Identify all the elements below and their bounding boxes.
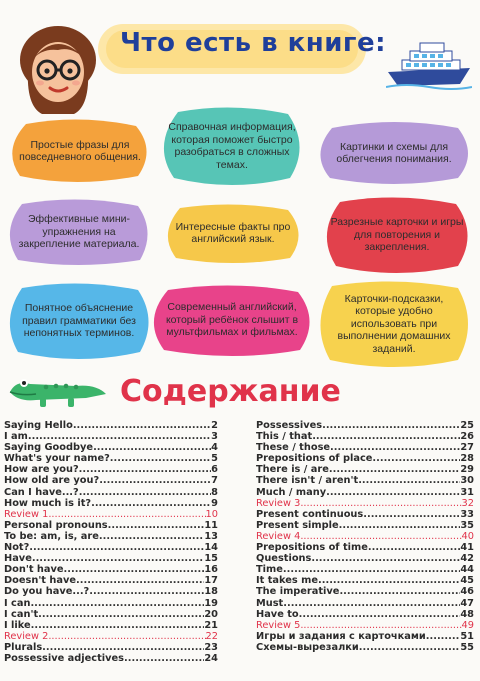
toc-entry: [256, 564, 474, 575]
toc-leader-dots: [29, 542, 204, 553]
toc-entry-label: It takes me...: [256, 575, 330, 587]
toc-entry: [256, 520, 474, 531]
toc-entry-page: 9: [211, 497, 218, 509]
toc-entry-page: 27: [460, 442, 474, 454]
toc-entry: [4, 575, 218, 586]
toc-leader-dots: [426, 631, 461, 642]
toc-entry-label: Have to: [256, 608, 299, 620]
toc-leader-dots: [283, 564, 460, 575]
toc-entry-page: 23: [204, 641, 218, 653]
toc-left-column: [4, 420, 218, 664]
toc-entry-label: Much / many: [256, 486, 327, 498]
toc-entry: [4, 431, 218, 442]
toc-entry-label: Review 4: [256, 530, 301, 542]
toc-leader-dots: [73, 420, 211, 431]
toc-leader-dots: [300, 620, 461, 631]
toc-entry: [256, 631, 474, 642]
toc-leader-dots: [300, 498, 461, 509]
toc-review-entry: [256, 498, 474, 509]
toc-entry: [4, 653, 218, 664]
toc-entry: [4, 586, 218, 597]
toc-entry-page: 33: [460, 508, 474, 520]
toc-entry: [4, 498, 218, 509]
toc-entry: [256, 442, 474, 453]
toc-entry-label: Questions: [256, 553, 312, 565]
toc-entry-label: Saying Hello: [4, 420, 73, 431]
toc-entry-label: Prepositions of time: [256, 542, 368, 554]
toc-entry-page: 44: [460, 564, 474, 576]
toc-entry-label: Игры и задания с карточками: [256, 630, 426, 642]
toc-entry-label: Saying Goodbye: [4, 442, 94, 454]
toc-entry-label: Personal pronouns: [4, 519, 108, 531]
toc-entry: [4, 620, 218, 631]
toc-entry-label: Not?: [4, 542, 30, 554]
toc-entry-page: 35: [460, 519, 474, 531]
feature-facts: Интересные факты про английский язык.: [160, 202, 306, 264]
feature-grammar: Понятное объяснение правил грамматики без непонятных терминов.: [4, 280, 154, 362]
toc-leader-dots: [39, 431, 211, 442]
toc-right-column: [256, 420, 474, 653]
toc-leader-dots: [339, 520, 461, 531]
toc-entry-label: I am...: [4, 431, 40, 443]
toc-entry-page: 45: [460, 575, 474, 587]
toc-entry-label: How old are you?: [4, 475, 100, 487]
toc-entry: [4, 420, 218, 431]
toc-entry-page: 30: [460, 475, 474, 487]
toc-entry-page: 11: [204, 519, 218, 531]
toc-entry: [4, 609, 218, 620]
toc-leader-dots: [99, 531, 204, 542]
toc-entry: [4, 598, 218, 609]
toc-entry-page: 8: [211, 486, 218, 498]
toc-entry: [4, 453, 218, 464]
toc-entry: [256, 509, 474, 520]
page-title: Что есть в книге:: [120, 28, 387, 58]
feature-hints: Карточки-подсказки, которые удобно использовать при выполнении домашних заданий.: [312, 278, 476, 370]
toc-entry-page: 21: [204, 619, 218, 631]
feature-exercises: Эффективные мини-упражнения на закрепление материала.: [4, 196, 154, 268]
toc-entry-page: 10: [205, 508, 218, 520]
toc-leader-dots: [38, 609, 204, 620]
toc-entry-page: 26: [460, 431, 474, 443]
toc-leader-dots: [372, 453, 460, 464]
toc-entry-label: Time: [256, 564, 283, 576]
toc-entry-label: Present continuous: [256, 508, 364, 520]
toc-entry-label: I can't: [4, 608, 39, 620]
toc-entry-label: I like: [4, 619, 31, 631]
toc-entry-label: Have: [4, 553, 32, 565]
toc-entry-page: 31: [460, 486, 474, 498]
toc-entry: [256, 598, 474, 609]
toc-leader-dots: [326, 487, 460, 498]
toc-entry: [256, 420, 474, 431]
toc-entry-label: Plurals: [4, 641, 43, 653]
toc-entry: [256, 475, 474, 486]
toc-entry-page: 6: [211, 464, 218, 476]
toc-entry-page: 40: [461, 530, 474, 542]
toc-entry-page: 5: [211, 453, 218, 465]
toc-review-entry: [256, 531, 474, 542]
feature-phrases: Простые фразы для повседневного общения.: [6, 118, 154, 184]
toc-entry-label: The imperative: [256, 586, 340, 598]
toc-entry-page: 29: [460, 464, 474, 476]
toc-entry-page: 20: [204, 608, 218, 620]
toc-entry-page: 49: [461, 619, 474, 631]
toc-leader-dots: [368, 542, 460, 553]
toc-entry: [4, 553, 218, 564]
toc-leader-dots: [99, 475, 211, 486]
toc-entry-label: Review 2: [4, 630, 49, 642]
toc-entry: [256, 453, 474, 464]
toc-leader-dots: [30, 598, 204, 609]
toc-entry-label: Review 5: [256, 619, 301, 631]
toc-leader-dots: [358, 475, 460, 486]
toc-leader-dots: [31, 620, 205, 631]
toc-entry-label: How much is it?: [4, 497, 92, 509]
feature-pictures: Картинки и схемы для облегчения понимания.: [312, 120, 476, 186]
toc-entry-page: 42: [460, 553, 474, 565]
toc-entry-page: 25: [460, 420, 474, 431]
toc-entry: [4, 464, 218, 475]
toc-leader-dots: [48, 631, 205, 642]
toc-leader-dots: [283, 598, 460, 609]
toc-entry-page: 18: [204, 586, 218, 598]
toc-entry-label: How are you?: [4, 464, 79, 476]
feature-reference: Справочная информация, которая поможет быстро разобраться в сложных темах.: [156, 104, 308, 188]
toc-leader-dots: [363, 509, 460, 520]
toc-entry-label: These / those: [256, 442, 331, 454]
toc-leader-dots: [110, 453, 211, 464]
toc-entry-page: 46: [460, 586, 474, 598]
toc-entry: [256, 586, 474, 597]
toc-entry-page: 7: [211, 475, 218, 487]
toc-leader-dots: [76, 575, 204, 586]
toc-entry-label: I can: [4, 597, 31, 609]
toc-entry: [256, 464, 474, 475]
toc-entry-label: To be: am, is, are: [4, 530, 99, 542]
toc-entry-label: Doesn't have: [4, 575, 77, 587]
toc-entry-label: Review 3: [256, 497, 301, 509]
toc-review-entry: [4, 631, 218, 642]
toc-leader-dots: [79, 487, 211, 498]
toc-entry-label: Possessives: [256, 420, 323, 431]
toc-entry-label: What's your name?: [4, 453, 110, 465]
toc-entry-page: 47: [460, 597, 474, 609]
cruise-ship-icon: [386, 38, 472, 90]
toc-entry: [256, 575, 474, 586]
toc-entry-page: 13: [204, 530, 218, 542]
toc-entry-page: 15: [204, 553, 218, 565]
feature-modern: Современный английский, который ребёнок слышит в мультфильмах и фильмах.: [146, 282, 318, 358]
toc-leader-dots: [93, 442, 211, 453]
toc-entry-page: 55: [460, 641, 474, 653]
toc-entry-page: 2: [211, 420, 218, 431]
toc-entry: [4, 475, 218, 486]
toc-entry: [256, 553, 474, 564]
toc-entry: [4, 564, 218, 575]
toc-leader-dots: [312, 431, 460, 442]
toc-leader-dots: [330, 442, 460, 453]
toc-entry: [4, 531, 218, 542]
toc-entry-page: 24: [204, 652, 218, 664]
toc-entry: [256, 431, 474, 442]
toc-entry: [4, 487, 218, 498]
toc-entry-label: Must: [256, 597, 284, 609]
toc-entry-page: 51: [460, 630, 474, 642]
toc-entry: [256, 609, 474, 620]
toc-entry-page: 4: [211, 442, 218, 454]
toc-entry-page: 22: [205, 630, 218, 642]
toc-entry-label: Don't have: [4, 564, 64, 576]
toc-leader-dots: [108, 520, 205, 531]
toc-entry-label: There is / are: [256, 464, 329, 476]
toc-leader-dots: [89, 586, 204, 597]
toc-entry: [4, 442, 218, 453]
toc-entry: [4, 642, 218, 653]
crocodile-icon: [6, 366, 108, 412]
toc-review-entry: [256, 620, 474, 631]
toc-leader-dots: [79, 464, 212, 475]
toc-entry: [256, 642, 474, 653]
toc-entry-page: 16: [204, 564, 218, 576]
toc-entry-page: 48: [460, 608, 474, 620]
feature-cards: Разрезные карточки и игры для повторения и закрепления.: [318, 194, 476, 276]
toc-entry-page: 32: [461, 497, 474, 509]
girl-with-glasses-icon: [12, 20, 104, 116]
toc-entry-page: 17: [204, 575, 218, 587]
toc-entry-label: Present simple: [256, 519, 339, 531]
toc-entry-label: Can I have...?: [4, 486, 79, 498]
toc-leader-dots: [322, 420, 460, 431]
toc-review-entry: [4, 509, 218, 520]
toc-entry-page: 3: [211, 431, 218, 443]
toc-entry-page: 19: [204, 597, 218, 609]
toc-leader-dots: [48, 509, 205, 520]
toc-leader-dots: [32, 553, 205, 564]
toc-entry-page: 28: [460, 453, 474, 465]
toc-entry: [4, 520, 218, 531]
toc-entry-label: Review 1: [4, 508, 49, 520]
toc-leader-dots: [124, 653, 204, 664]
toc-entry-label: There isn't / aren't: [256, 475, 359, 487]
toc-entry-label: Possessive adjectives: [4, 652, 125, 664]
toc-leader-dots: [329, 464, 460, 475]
toc-leader-dots: [91, 498, 211, 509]
toc-leader-dots: [300, 531, 461, 542]
toc-leader-dots: [299, 609, 461, 620]
contents-heading: Содержание: [120, 374, 341, 409]
toc-entry-label: Do you have...?: [4, 586, 90, 598]
toc-entry-page: 14: [204, 542, 218, 554]
toc-leader-dots: [359, 642, 461, 653]
toc-entry-label: Prepositions of place: [256, 453, 373, 465]
toc-entry: [4, 542, 218, 553]
toc-entry: [256, 542, 474, 553]
toc-leader-dots: [329, 575, 460, 586]
toc-leader-dots: [64, 564, 205, 575]
toc-leader-dots: [42, 642, 204, 653]
toc-entry-label: This / that: [256, 431, 313, 443]
toc-entry-page: 41: [460, 542, 474, 554]
toc-leader-dots: [339, 586, 460, 597]
toc-entry-label: Схемы-вырезалки: [256, 641, 359, 653]
toc-leader-dots: [311, 553, 460, 564]
toc-entry: [256, 487, 474, 498]
